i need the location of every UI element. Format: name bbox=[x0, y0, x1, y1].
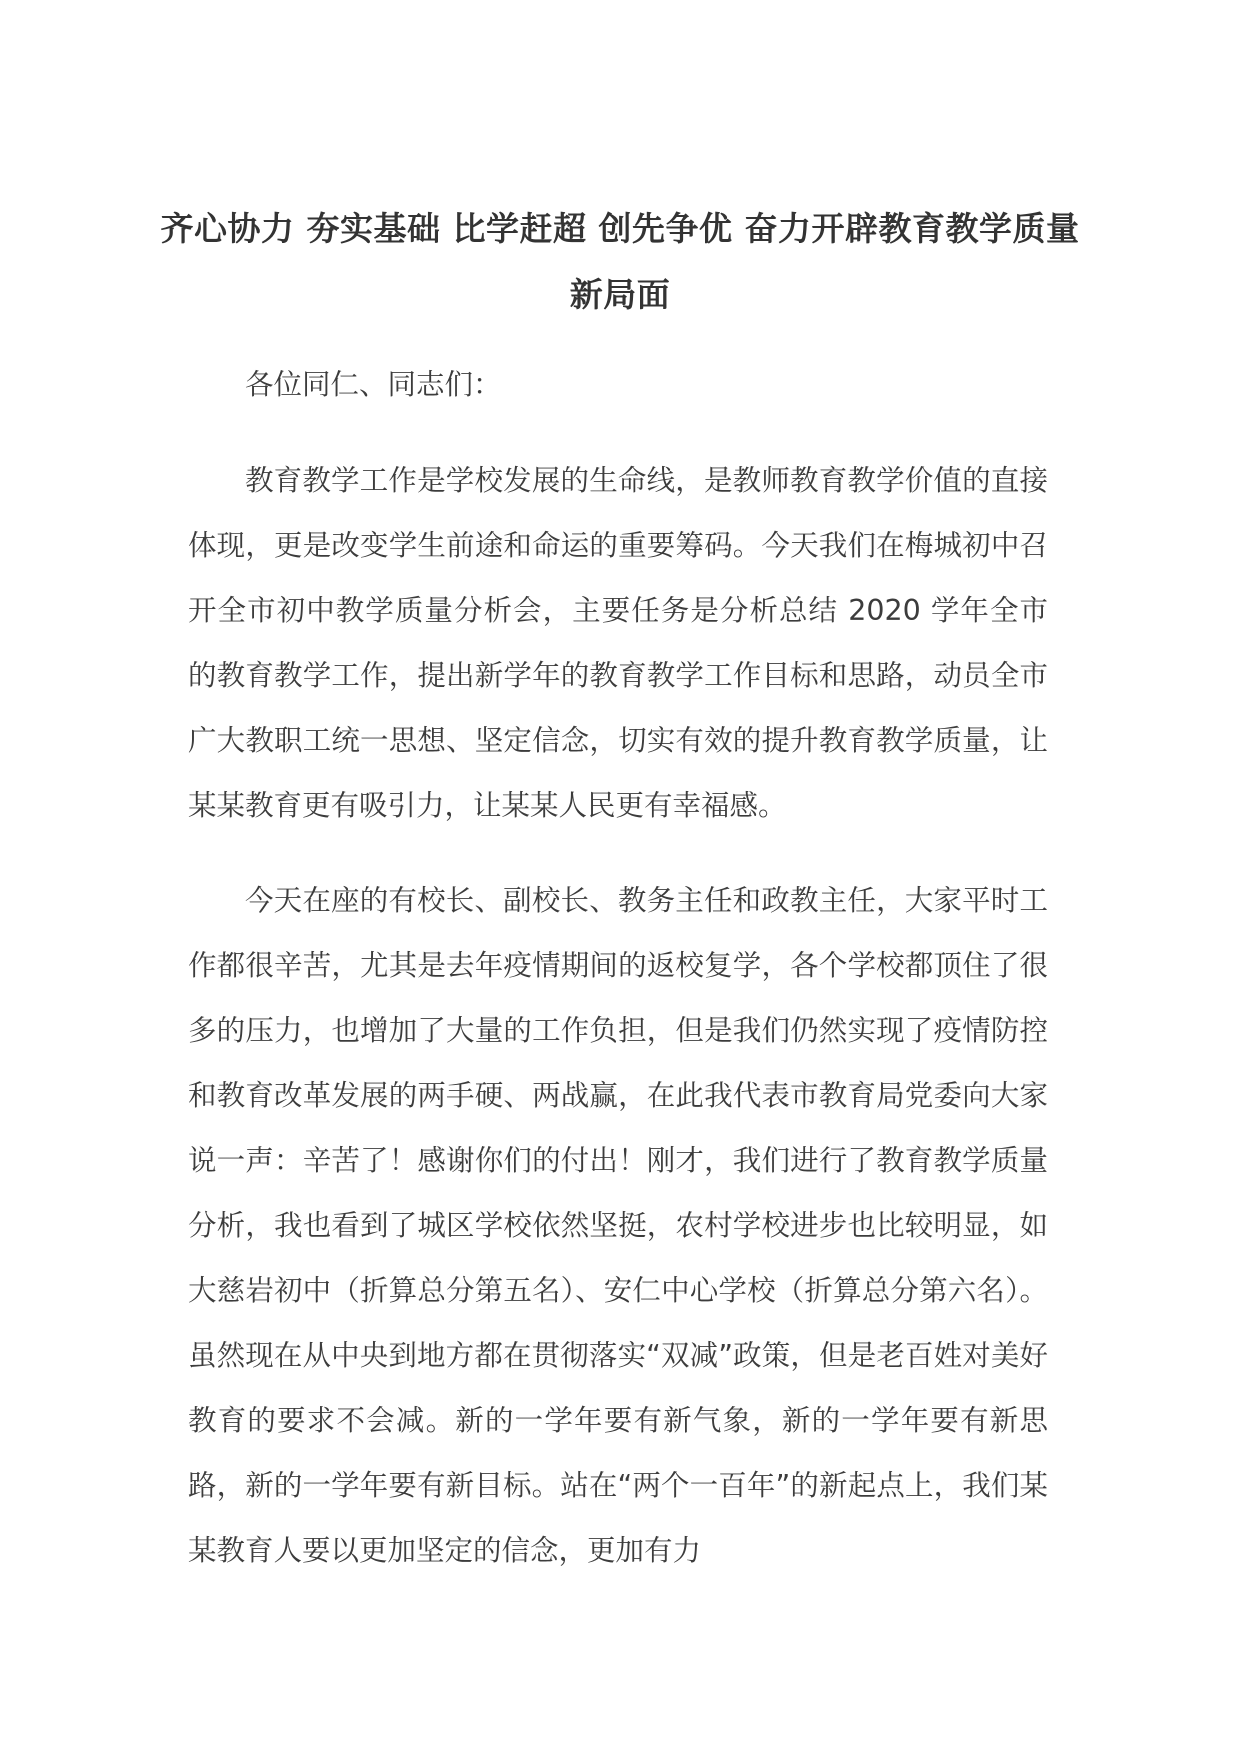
greeting-line: 各位同仁、同志们： bbox=[245, 368, 502, 401]
body-paragraph: 教育教学工作是学校发展的生命线，是教师教育教学价值的直接体现，更是改变学生前途和命运的重要筹码。今天我们在梅城初中召开全市初中教学质量分析会，主要任务是分析总结 2020 学年全市的教育教学工作，提出新学年的教育教学工作目标和思路，动员全市广大教职工统一思想、坚定信念，切实有效的提升教育教学质量，让某某教育更有吸引力，让某某人民更有幸福感。 bbox=[188, 464, 1048, 822]
body-paragraph: 今天在座的有校长、副校长、教务主任和政教主任，大家平时工作都很辛苦，尤其是去年疫情期间的返校复学，各个学校都顶住了很多的压力，也增加了大量的工作负担，但是我们仍然实现了疫情防控和教育改革发展的两手硬、两战赢，在此我代表市教育局党委向大家说一声：辛苦了！感谢你们的付出！刚才，我们进行了教育教学质量分析，我也看到了城区学校依然坚挺，农村学校进步也比较明显，如大慈岩初中（折算总分第五名）、安仁中心学校（折算总分第六名）。虽然现在从中央到地方都在贯彻落实“双减”政策，但是老百姓对美好教育的要求不会减。新的一学年要有新气象，新的一学年要有新思路，新的一学年要有新目标。站在“两个一百年”的新起点上，我们某某教育人要以更加坚定的信念，更加有力 bbox=[188, 884, 1048, 1567]
document-title: 齐心协力 夯实基础 比学赶超 创先争优 奋力开辟教育教学质量新局面 bbox=[160, 209, 1080, 314]
